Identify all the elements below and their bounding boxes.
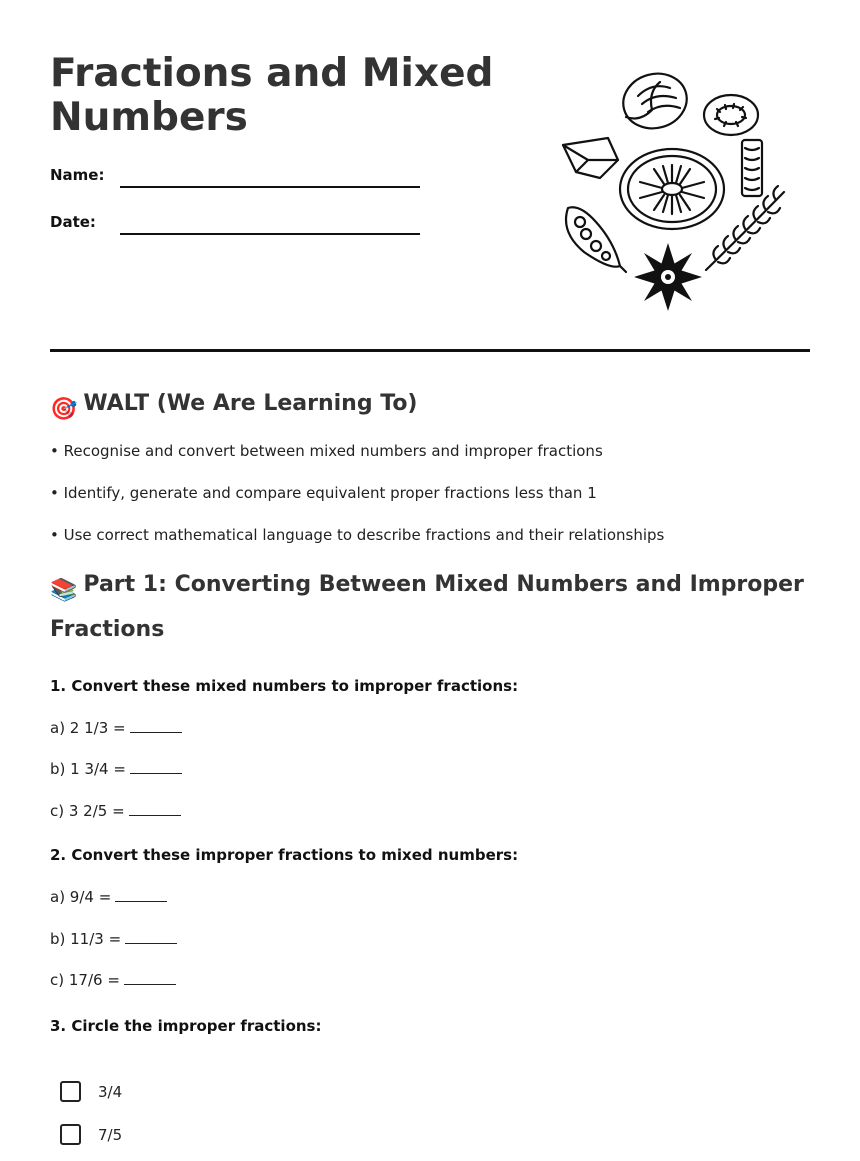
- question-2-prompt: 2. Convert these improper fractions to mixed numbers:: [50, 846, 519, 864]
- walt-item: • Identify, generate and compare equivalent proper fractions less than 1: [50, 484, 597, 502]
- walt-heading-text: WALT (We Are Learning To): [83, 391, 418, 416]
- question-1-prompt: 1. Convert these mixed numbers to improper fractions:: [50, 677, 519, 695]
- option-label: 3/4: [98, 1083, 123, 1101]
- part1-heading-text: Part 1: Converting Between Mixed Numbers and Improper Fractions: [50, 572, 804, 642]
- name-label: Name:: [50, 166, 105, 184]
- walt-heading: [50, 384, 810, 429]
- fraction-option[interactable]: [50, 1124, 810, 1161]
- answer-blank[interactable]: [129, 801, 181, 816]
- item-text: c) 17/6 =: [50, 971, 120, 989]
- item-text: a) 2 1/3 =: [50, 719, 126, 737]
- question-2-item-b: [50, 929, 810, 949]
- walt-item: • Use correct mathematical language to describe fractions and their relationships: [50, 526, 665, 544]
- question-3-options: [50, 1081, 810, 1161]
- answer-blank[interactable]: [130, 718, 182, 733]
- answer-blank[interactable]: [124, 970, 176, 985]
- answer-blank[interactable]: [130, 759, 182, 774]
- question-2-item-a: [50, 887, 810, 907]
- question-1-item-a: [50, 718, 810, 738]
- item-text: b) 11/3 =: [50, 930, 122, 948]
- date-field[interactable]: [50, 213, 420, 243]
- name-line[interactable]: [120, 186, 420, 188]
- books-icon: 📚: [50, 578, 78, 603]
- fruit-illustration: [530, 52, 810, 332]
- item-text: b) 1 3/4 =: [50, 760, 126, 778]
- question-2-item-c: [50, 970, 810, 990]
- section-divider: [50, 349, 810, 352]
- option-checkbox[interactable]: [60, 1081, 81, 1102]
- date-label: Date:: [50, 213, 96, 231]
- date-line[interactable]: [120, 233, 420, 235]
- question-1-item-b: [50, 759, 810, 779]
- question-3-prompt: 3. Circle the improper fractions:: [50, 1017, 322, 1035]
- question-1-item-c: [50, 801, 810, 821]
- part1-heading: [50, 565, 810, 649]
- answer-blank[interactable]: [115, 887, 167, 902]
- target-icon: 🎯: [50, 397, 78, 422]
- option-label: 7/5: [98, 1126, 123, 1144]
- worksheet-header: [50, 52, 810, 332]
- option-checkbox[interactable]: [60, 1124, 81, 1145]
- name-field[interactable]: [50, 166, 420, 196]
- walt-item: • Recognise and convert between mixed numbers and improper fractions: [50, 442, 603, 460]
- item-text: a) 9/4 =: [50, 888, 112, 906]
- answer-blank[interactable]: [125, 929, 177, 944]
- page-title: Fractions and Mixed Numbers: [50, 51, 494, 140]
- fraction-option[interactable]: [50, 1081, 810, 1124]
- item-text: c) 3 2/5 =: [50, 802, 125, 820]
- worksheet-content: [50, 384, 810, 1161]
